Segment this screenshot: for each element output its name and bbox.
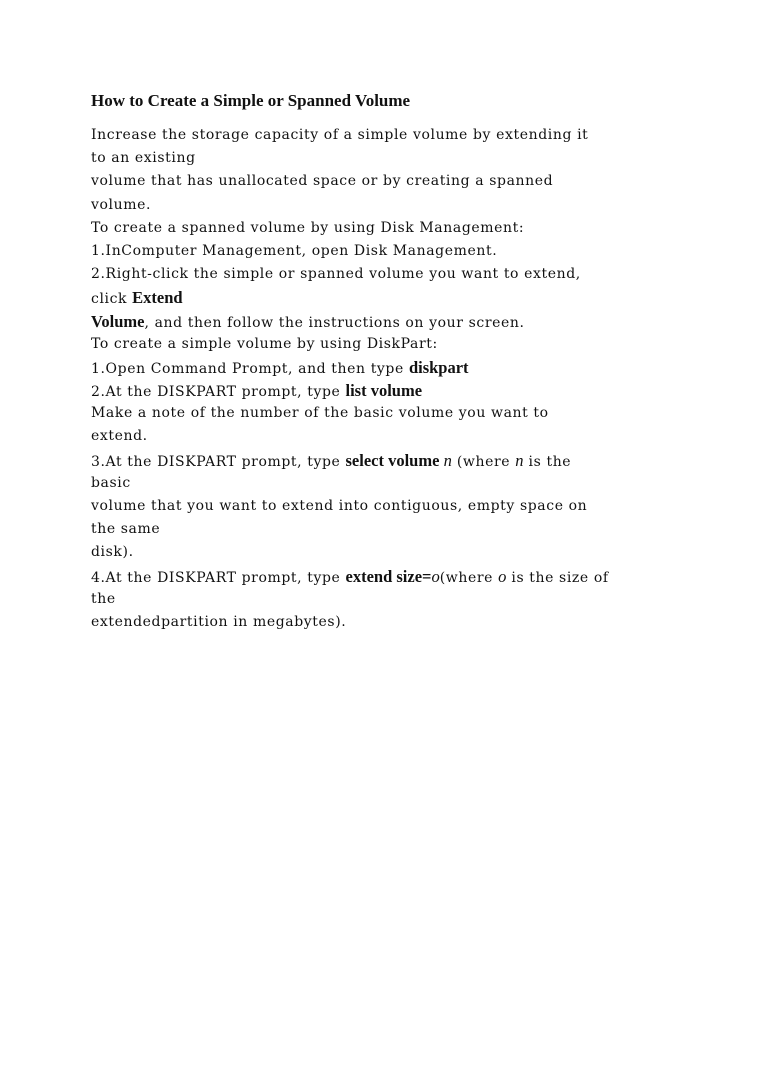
command-select-volume-bold: select volume bbox=[345, 450, 440, 470]
step-text: , and then follow the instructions on your screen. bbox=[144, 314, 525, 331]
step-line bbox=[91, 356, 691, 379]
step-text: is the bbox=[523, 453, 572, 470]
variable-o-italic: o bbox=[431, 566, 440, 586]
paragraph-line: volume. bbox=[91, 196, 152, 213]
step-text: 2.At the DISKPART prompt, type bbox=[91, 384, 346, 401]
paragraph-line: extendedpartition in megabytes). bbox=[91, 613, 347, 630]
command-diskpart-bold: diskpart bbox=[408, 357, 469, 377]
paragraph-line: the bbox=[91, 590, 116, 607]
step-text: 3.At the DISKPART prompt, type bbox=[91, 453, 346, 470]
variable-n-italic: n bbox=[439, 450, 452, 470]
paragraph-line: disk). bbox=[91, 544, 134, 561]
paragraph-line: extend. bbox=[91, 428, 148, 445]
step-text: 4.At the DISKPART prompt, type bbox=[91, 569, 346, 586]
paragraph-line: Increase the storage capacity of a simple volume by extending it bbox=[91, 127, 589, 143]
paragraph-line: volume that has unallocated space or by creating a spanned bbox=[91, 173, 554, 190]
step-line bbox=[91, 449, 691, 472]
paragraph-line: volume that you want to extend into contiguous, empty space on bbox=[91, 498, 588, 514]
step-line bbox=[91, 565, 691, 588]
document-body bbox=[91, 124, 691, 634]
step-line bbox=[91, 310, 691, 333]
command-volume-bold: Volume bbox=[91, 311, 145, 331]
paragraph-line: basic bbox=[91, 474, 131, 491]
section-heading-diskpart: To create a simple volume by using DiskPart: bbox=[91, 335, 438, 352]
step-text: 1.Open Command Prompt, and then type bbox=[91, 360, 409, 377]
paragraph-line: Make a note of the number of the basic volume you want to bbox=[91, 405, 549, 422]
variable-o-italic: o bbox=[498, 566, 507, 586]
step-line bbox=[91, 286, 691, 309]
step-text: (where bbox=[451, 453, 516, 470]
page-title: How to Create a Simple or Spanned Volume bbox=[91, 91, 411, 110]
document-page bbox=[91, 88, 691, 634]
paragraph-line: the same bbox=[91, 521, 161, 538]
command-list-volume-bold: list volume bbox=[345, 381, 423, 401]
command-extend-bold: Extend bbox=[132, 288, 183, 308]
command-extend-size-bold: extend size= bbox=[345, 566, 432, 586]
step-text: is the size of bbox=[506, 569, 609, 586]
step-text: click bbox=[91, 291, 133, 308]
paragraph-line: to an existing bbox=[91, 150, 196, 167]
variable-n-italic: n bbox=[515, 450, 524, 470]
step-text: (where bbox=[439, 569, 499, 586]
step-line bbox=[91, 379, 691, 402]
step-line: 2.Right-click the simple or spanned volume you want to extend, bbox=[91, 266, 581, 283]
section-heading-disk-management: To create a spanned volume by using Disk Management: bbox=[91, 219, 525, 236]
step-line: 1.InComputer Management, open Disk Management. bbox=[91, 242, 498, 259]
